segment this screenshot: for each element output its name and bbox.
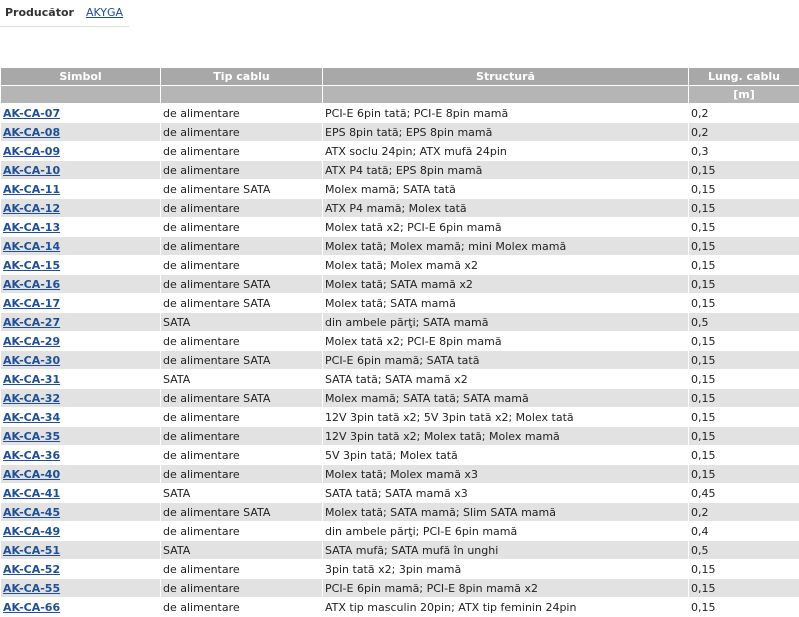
product-link[interactable]: AK-CA-49: [3, 525, 60, 538]
table-row: [1, 313, 799, 332]
cell-length: 0,3: [689, 142, 799, 161]
cell-cable-type: de alimentare: [161, 237, 323, 256]
product-link[interactable]: AK-CA-36: [3, 449, 60, 462]
cell-structure: SATA tată; SATA mamă x3: [323, 484, 689, 503]
cell-structure: Molex tată; SATA mamă; Slim SATA mamă: [323, 503, 689, 522]
table-row: [1, 370, 799, 389]
cell-structure: 3pin tată x2; 3pin mamă: [323, 560, 689, 579]
cell-cable-type: de alimentare: [161, 465, 323, 484]
product-link[interactable]: AK-CA-51: [3, 544, 60, 557]
cell-symbol: [1, 427, 161, 446]
table-row: [1, 351, 799, 370]
table-row: [1, 465, 799, 484]
cell-structure: Molex tată x2; PCI-E 8pin mamă: [323, 332, 689, 351]
table-row: [1, 237, 799, 256]
cell-cable-type: de alimentare: [161, 579, 323, 598]
cell-length: 0,2: [689, 104, 799, 123]
table-row: [1, 294, 799, 313]
table-body: [1, 104, 799, 617]
table-row: [1, 104, 799, 123]
table-row: [1, 123, 799, 142]
cell-structure: PCI-E 6pin tată; PCI-E 8pin mamă: [323, 104, 689, 123]
cell-cable-type: de alimentare: [161, 560, 323, 579]
cell-length: 0,2: [689, 123, 799, 142]
cell-length: 0,15: [689, 408, 799, 427]
cell-structure: Molex tată x2; PCI-E 6pin mamă: [323, 218, 689, 237]
producer-label: Producător: [0, 6, 74, 19]
cell-structure: PCI-E 6pin mamă; PCI-E 8pin mamă x2: [323, 579, 689, 598]
cell-cable-type: SATA: [161, 370, 323, 389]
column-header-symbol[interactable]: Simbol: [1, 68, 161, 86]
cell-symbol: [1, 408, 161, 427]
cell-length: 0,5: [689, 541, 799, 560]
cell-length: 0,15: [689, 560, 799, 579]
product-link[interactable]: AK-CA-34: [3, 411, 60, 424]
cell-cable-type: de alimentare: [161, 199, 323, 218]
product-link[interactable]: AK-CA-35: [3, 430, 60, 443]
cell-structure: SATA mufă; SATA mufă în unghi: [323, 541, 689, 560]
product-link[interactable]: AK-CA-52: [3, 563, 60, 576]
cell-structure: din ambele părţi; SATA mamă: [323, 313, 689, 332]
product-link[interactable]: AK-CA-66: [3, 601, 60, 614]
table-row: [1, 541, 799, 560]
table-row: [1, 484, 799, 503]
cell-symbol: [1, 484, 161, 503]
column-header-structure[interactable]: Structură: [323, 68, 689, 86]
cell-symbol: [1, 313, 161, 332]
table-row: [1, 389, 799, 408]
cell-cable-type: SATA: [161, 541, 323, 560]
cell-cable-type: de alimentare: [161, 598, 323, 617]
cell-length: 0,15: [689, 294, 799, 313]
cell-structure: PCI-E 6pin mamă; SATA tată: [323, 351, 689, 370]
product-link[interactable]: AK-CA-31: [3, 373, 60, 386]
cell-length: 0,4: [689, 522, 799, 541]
cell-structure: Molex tată; Molex mamă; mini Molex mamă: [323, 237, 689, 256]
cell-symbol: [1, 503, 161, 522]
cell-structure: ATX soclu 24pin; ATX mufă 24pin: [323, 142, 689, 161]
cell-cable-type: de alimentare SATA: [161, 389, 323, 408]
cell-structure: ATX P4 mamă; Molex tată: [323, 199, 689, 218]
table-header-row: [1, 68, 799, 86]
cell-symbol: [1, 256, 161, 275]
cell-structure: 12V 3pin tată x2; Molex tată; Molex mamă: [323, 427, 689, 446]
table-row: [1, 446, 799, 465]
cell-cable-type: de alimentare: [161, 104, 323, 123]
cell-symbol: [1, 522, 161, 541]
product-link[interactable]: AK-CA-07: [3, 107, 60, 120]
cell-length: 0,45: [689, 484, 799, 503]
product-link[interactable]: AK-CA-45: [3, 506, 60, 519]
cell-length: 0,15: [689, 199, 799, 218]
table-row: [1, 579, 799, 598]
cell-structure: Molex mamă; SATA tată: [323, 180, 689, 199]
product-link[interactable]: AK-CA-14: [3, 240, 60, 253]
cell-cable-type: de alimentare SATA: [161, 351, 323, 370]
cell-cable-type: de alimentare: [161, 408, 323, 427]
product-link[interactable]: AK-CA-27: [3, 316, 60, 329]
cell-structure: Molex tată; Molex mamă x3: [323, 465, 689, 484]
cell-symbol: [1, 446, 161, 465]
table-row: [1, 332, 799, 351]
cell-symbol: [1, 104, 161, 123]
cell-length: 0,15: [689, 351, 799, 370]
product-link[interactable]: AK-CA-55: [3, 582, 60, 595]
cell-symbol: [1, 123, 161, 142]
cell-structure: 5V 3pin tată; Molex tată: [323, 446, 689, 465]
cell-length: 0,15: [689, 256, 799, 275]
cell-cable-type: de alimentare: [161, 332, 323, 351]
cell-cable-type: de alimentare: [161, 142, 323, 161]
table-row: [1, 408, 799, 427]
subheader-cable-type: [161, 86, 323, 104]
cell-cable-type: de alimentare: [161, 522, 323, 541]
cell-structure: Molex tată; Molex mamă x2: [323, 256, 689, 275]
cell-cable-type: de alimentare: [161, 218, 323, 237]
product-link[interactable]: AK-CA-30: [3, 354, 60, 367]
cell-structure: din ambele părţi; PCI-E 6pin mamă: [323, 522, 689, 541]
cell-length: 0,15: [689, 465, 799, 484]
producer-link[interactable]: AKYGA: [86, 6, 123, 19]
cell-symbol: [1, 142, 161, 161]
product-link[interactable]: AK-CA-10: [3, 164, 60, 177]
cell-structure: Molex tată; SATA mamă x2: [323, 275, 689, 294]
cell-structure: EPS 8pin tată; EPS 8pin mamă: [323, 123, 689, 142]
product-link[interactable]: AK-CA-08: [3, 126, 60, 139]
cell-cable-type: de alimentare SATA: [161, 294, 323, 313]
column-header-length[interactable]: Lung. cablu: [689, 68, 799, 86]
cell-symbol: [1, 389, 161, 408]
table-row: [1, 199, 799, 218]
cell-length: 0,15: [689, 161, 799, 180]
product-link[interactable]: AK-CA-29: [3, 335, 60, 348]
cell-cable-type: de alimentare SATA: [161, 180, 323, 199]
cell-symbol: [1, 199, 161, 218]
cell-symbol: [1, 465, 161, 484]
cell-length: 0,5: [689, 313, 799, 332]
cell-symbol: [1, 579, 161, 598]
cell-symbol: [1, 218, 161, 237]
table-row: [1, 522, 799, 541]
table-row: [1, 598, 799, 617]
table-row: [1, 161, 799, 180]
cell-symbol: [1, 294, 161, 313]
table-row: [1, 503, 799, 522]
cell-cable-type: de alimentare SATA: [161, 275, 323, 294]
cell-symbol: [1, 351, 161, 370]
product-link[interactable]: AK-CA-13: [3, 221, 60, 234]
cell-length: 0,15: [689, 579, 799, 598]
cell-cable-type: de alimentare: [161, 123, 323, 142]
product-link[interactable]: AK-CA-32: [3, 392, 60, 405]
cell-length: 0,15: [689, 427, 799, 446]
cell-cable-type: SATA: [161, 313, 323, 332]
cell-cable-type: de alimentare: [161, 446, 323, 465]
product-link[interactable]: AK-CA-11: [3, 183, 60, 196]
cell-length: 0,15: [689, 180, 799, 199]
product-link[interactable]: AK-CA-16: [3, 278, 60, 291]
cell-length: 0,15: [689, 332, 799, 351]
table-row: [1, 256, 799, 275]
product-link[interactable]: AK-CA-40: [3, 468, 60, 481]
cell-length: 0,15: [689, 389, 799, 408]
table-subheader-row: [1, 86, 799, 104]
cell-structure: 12V 3pin tată x2; 5V 3pin tată x2; Molex tată: [323, 408, 689, 427]
cell-symbol: [1, 161, 161, 180]
cell-symbol: [1, 560, 161, 579]
table-row: [1, 180, 799, 199]
cell-symbol: [1, 275, 161, 294]
producer-filter: [0, 6, 129, 27]
cell-cable-type: de alimentare: [161, 161, 323, 180]
table-row: [1, 560, 799, 579]
cell-structure: Molex mamă; SATA tată; SATA mamă: [323, 389, 689, 408]
cell-symbol: [1, 237, 161, 256]
cell-symbol: [1, 370, 161, 389]
cell-structure: ATX tip masculin 20pin; ATX tip feminin 24pin: [323, 598, 689, 617]
cell-cable-type: de alimentare: [161, 256, 323, 275]
table-row: [1, 275, 799, 294]
cell-structure: ATX P4 tată; EPS 8pin mamă: [323, 161, 689, 180]
cell-length: 0,15: [689, 370, 799, 389]
product-link[interactable]: AK-CA-09: [3, 145, 60, 158]
product-link[interactable]: AK-CA-15: [3, 259, 60, 272]
table-row: [1, 218, 799, 237]
cell-cable-type: SATA: [161, 484, 323, 503]
product-link[interactable]: AK-CA-12: [3, 202, 60, 215]
subheader-symbol: [1, 86, 161, 104]
cable-table: [0, 67, 799, 617]
table-row: [1, 142, 799, 161]
cell-structure: Molex tată; SATA mamă: [323, 294, 689, 313]
cell-length: 0,15: [689, 218, 799, 237]
cell-symbol: [1, 541, 161, 560]
cell-symbol: [1, 598, 161, 617]
subheader-length-unit: [m]: [689, 86, 799, 104]
cell-structure: SATA tată; SATA mamă x2: [323, 370, 689, 389]
cell-length: 0,15: [689, 446, 799, 465]
column-header-cable-type[interactable]: Tip cablu: [161, 68, 323, 86]
cell-length: 0,15: [689, 598, 799, 617]
subheader-structure: [323, 86, 689, 104]
cell-cable-type: de alimentare SATA: [161, 503, 323, 522]
table-row: [1, 427, 799, 446]
product-link[interactable]: AK-CA-17: [3, 297, 60, 310]
cell-length: 0,15: [689, 237, 799, 256]
cell-length: 0,2: [689, 503, 799, 522]
cell-cable-type: de alimentare: [161, 427, 323, 446]
product-link[interactable]: AK-CA-41: [3, 487, 60, 500]
cell-symbol: [1, 332, 161, 351]
cell-symbol: [1, 180, 161, 199]
cell-length: 0,15: [689, 275, 799, 294]
